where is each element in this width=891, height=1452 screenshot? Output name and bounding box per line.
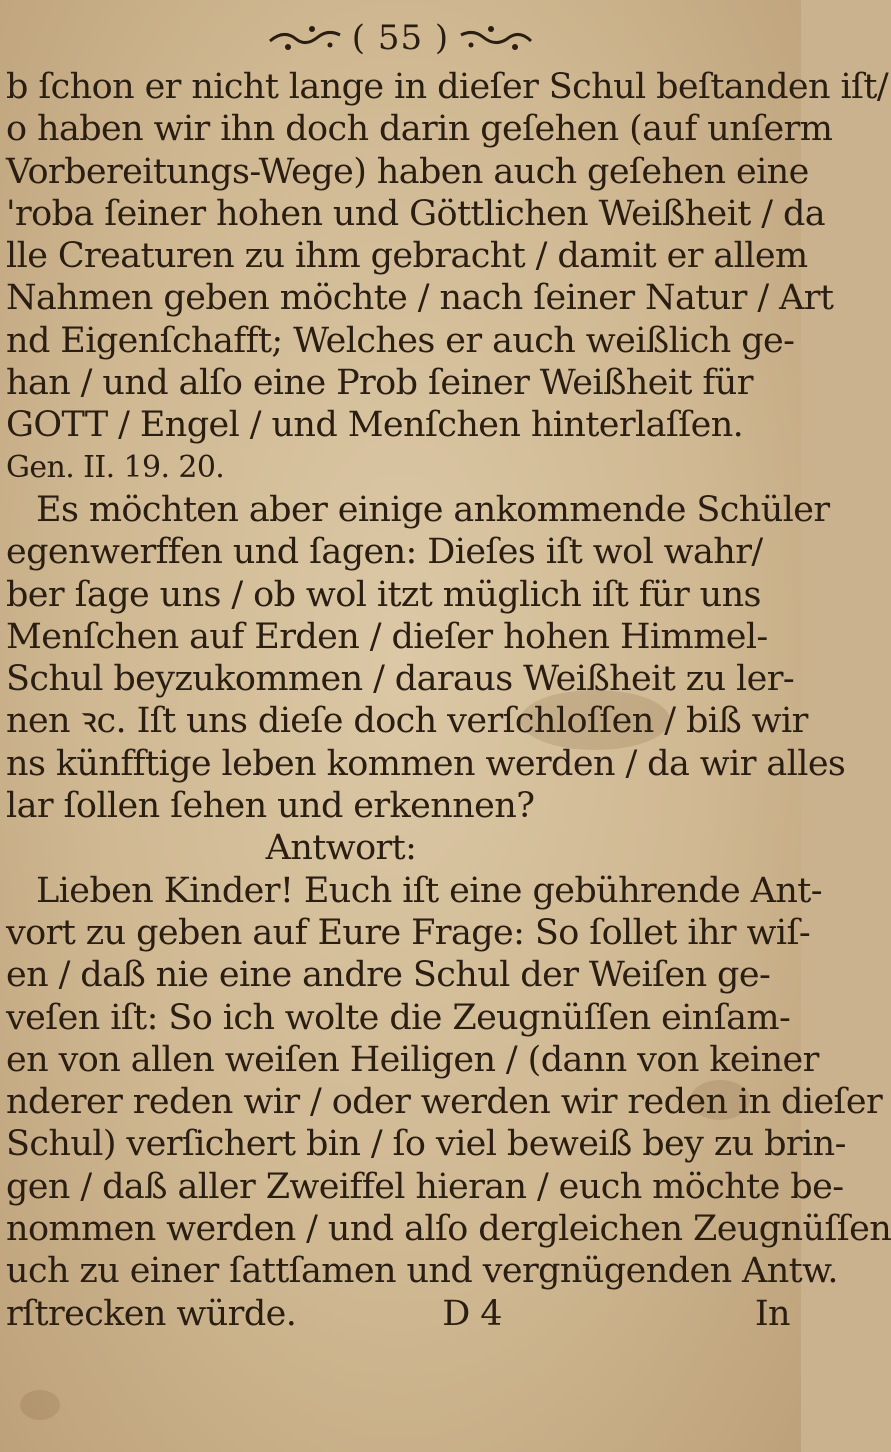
text-line: rſtrecken würde. — [6, 1293, 297, 1334]
text-line: nderer reden wir / oder werden wir reden in dieſer — [6, 1082, 883, 1123]
text-line: Menſchen auf Erden / dieſer hohen Himmel- — [6, 616, 768, 657]
text-line: nommen werden / und alſo dergleichen Zeugnüſſen — [6, 1209, 891, 1250]
text-line: gen / daß aller Zweiffel hieran / euch möchte be- — [6, 1166, 844, 1207]
text-line: ber ſage uns / ob wol itzt müglich iſt für uns — [6, 574, 761, 615]
text-line: han / und alſo eine Prob ſeiner Weißheit für — [6, 363, 753, 404]
text-line: Nahmen geben möchte / nach ſeiner Natur / Art — [6, 278, 834, 319]
scripture-reference: Gen. II. 19. 20. — [6, 449, 225, 485]
text-line: o haben wir ihn doch darin geſehen (auf unſerm — [6, 109, 833, 150]
text-line: Vorbereitungs-Wege) haben auch geſehen eine — [6, 151, 809, 192]
text-line: GOTT / Engel / und Menſchen hinterlaſſen. — [6, 405, 744, 446]
text-line: Es möchten aber einige ankommende Schüler — [36, 489, 830, 530]
text-line: veſen iſt: So ich wolte die Zeugnüſſen einſam- — [6, 997, 791, 1038]
text-line: lle Creaturen zu ihm gebracht / damit er allem — [6, 236, 808, 277]
right-ornament-icon — [457, 23, 535, 53]
text-line: en / daß nie eine andre Schul der Weiſen ge- — [6, 955, 771, 996]
text-line: Lieben Kinder! Euch iſt eine gebührende Ant- — [36, 870, 822, 911]
page-header — [0, 14, 801, 62]
final-line — [6, 1293, 796, 1335]
text-line: Schul beyzukommen / daraus Weißheit zu ler- — [6, 659, 795, 700]
text-line: nen ꝛc. Iſt uns dieſe doch verſchloſſen / biß wir — [6, 701, 808, 742]
page-number: ( 55 ) — [351, 18, 450, 58]
text-line: Schul) verſichert bin / ſo viel beweiß bey zu brin- — [6, 1124, 846, 1165]
text-line: vort zu geben auf Eure Frage: So ſollet ihr wiſ- — [6, 912, 811, 953]
catchword: In — [754, 1293, 790, 1334]
text-line: uch zu einer ſattſamen und vergnügenden Antw. — [6, 1251, 838, 1292]
text-line: b ſchon er nicht lange in dieſer Schul beſtanden iſt/ — [6, 67, 889, 107]
text-line: lar ſollen ſehen und erkennen? — [6, 786, 535, 827]
left-ornament-icon — [266, 23, 344, 53]
text-line: nd Eigenſchafft; Welches er auch weißlich ge- — [6, 320, 795, 361]
section-heading: Antwort: — [265, 828, 417, 869]
text-line: en von allen weiſen Heiligen / (dann von keiner — [6, 1039, 819, 1080]
signature-mark: D 4 — [442, 1293, 502, 1334]
paper-stain — [20, 1390, 60, 1420]
text-line: egenwerffen und ſagen: Dieſes iſt wol wahr/ — [6, 532, 763, 573]
text-line: 'roba ſeiner hohen und Göttlichen Weißheit / da — [6, 193, 826, 234]
text-line: ns künfftige leben kommen werden / da wir alles — [6, 743, 846, 784]
text-body — [6, 66, 891, 1335]
